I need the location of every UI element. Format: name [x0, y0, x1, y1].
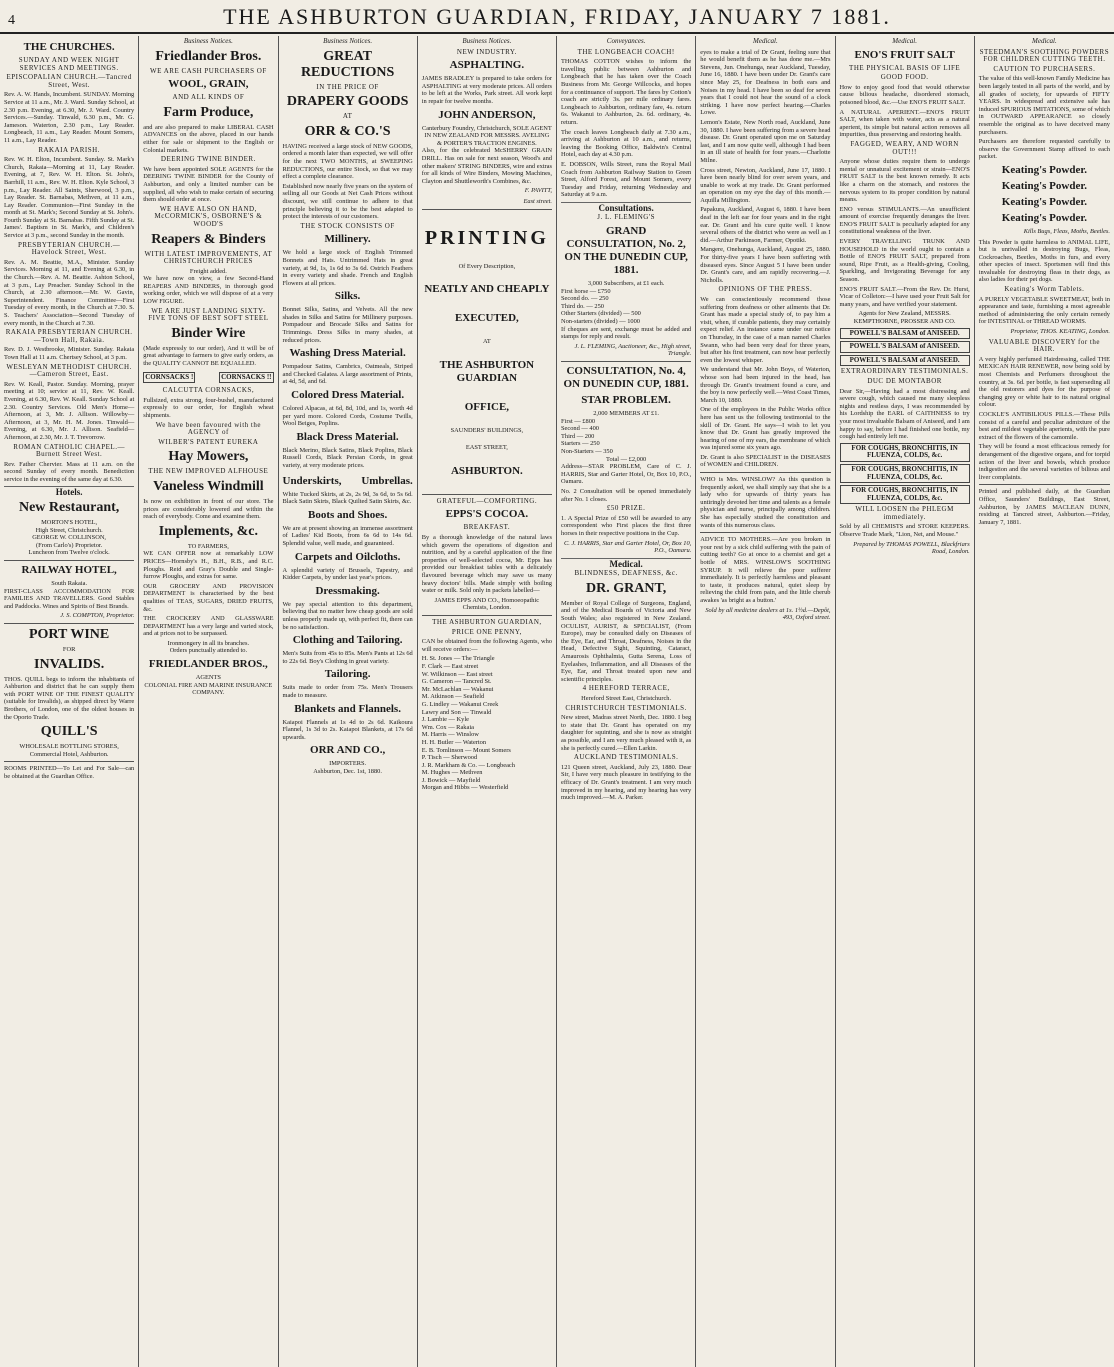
colored-text: Colored Alpacas, at 6d, 8d, 10d, and 1s, worth 4d per yard more. Colored Cords, Costume Twills, Wool Beiges, Poplins. — [282, 405, 413, 428]
star-address: Address—STAR PROBLEM, Care of C. J. HARRIS, Star and Garter Hotel, Or, Box 10, P.O., Oamaru. — [561, 463, 692, 486]
enos-sub: THE PHYSICAL BASIS OF LIFE — [849, 63, 961, 72]
testimonial: We understand that Mr. John Boys, of Waterton, whose son had been injured in the head, has through Dr. Grant's treatment found a cure, and the boy is now perfectly well.—West Coast Times, March 10, 1880. — [700, 366, 831, 404]
star-sig: C. J. HARRIS, Star and Garter Hotel, Or, Box 10, P.O., Oamaru. — [563, 539, 692, 555]
railway-text: FIRST-CLASS ACCOMMODATION FOR FAMILIES AND TRAVELLERS. Good Stables and Paddocks. Wines and Spirits of Best Brands. — [4, 587, 135, 610]
column-printing — [418, 36, 557, 1367]
column-conveyances — [557, 36, 696, 1367]
list-item: Starters — 250 — [561, 440, 600, 448]
hereford: 4 HEREFORD TERRACE, — [582, 684, 670, 693]
printing: PRINTING — [424, 226, 549, 249]
dressmaking: Dressmaking. — [315, 584, 380, 597]
list-item: F. Clark — East street — [421, 662, 479, 670]
auckland-text: 121 Queen street, Auckland, July 23, 1880. Dear Sir, I have very much pleasure in testifying to the efficacy of Dr. Grant's treatment. I am very much improved in my hearing, and my hearing has very much improved.—M. A. Parker. — [561, 763, 692, 802]
epps-text: By a thorough knowledge of the natural laws which govern the operations of digestion and nutrition, and by a careful application of the fine properties of well-selected cocoa, Mr. Epps has provided our breakfast tables with a delicately flavoured beverage which may save us many heavy doctors' bills. Made simply with boiling water or milk. Sold only in packets labelled— — [421, 534, 552, 595]
list-item: M. Harris — Winslow — [421, 731, 479, 739]
underskirts-text: White Tucked Skirts, at 2s, 2s 9d, 3s 6d, to 5s 6d. Black Satin Skirts, Black Quilted Satin Skirts, &c. — [282, 490, 413, 506]
list-item: W. Wilkinson — East street — [421, 670, 493, 678]
montabor: DUC DE MONTABOR — [867, 376, 942, 385]
column-head: Medical. — [753, 37, 778, 45]
vaneless-windmill: Vaneless Windmill — [153, 478, 264, 494]
list-item: First horse — £750 — [561, 287, 611, 295]
stimulants: ENO versus STIMULANTS.—An unsufficient amount of exercise frequently deranges the liver. ENO'S FRUIT SALT is peculiarly adapted for any constitutional weakness of the liver. — [839, 205, 970, 236]
list-item: J. Lambie — Kyle — [421, 716, 469, 724]
valuable-text: A very highly perfumed Hairdressing, called THE MEXICAN HAIR RENEWER, now being sold by most Chemists and Perfumers throughout the country, at 3s. 6d. per bottle, is fast superseding all the old restorers and dyes for the purpose of changing grey or white hair to its natural original colour. — [978, 355, 1110, 409]
at: AT — [482, 338, 491, 346]
steedman: STEEDMAN'S SOOTHING POWDERS FOR CHILDREN CUTTING TEETH. — [979, 47, 1110, 64]
rakaia-pres-head: RAKAIA PRESBYTERIAN CHURCH.—Town Hall, Rakaia. — [5, 328, 133, 344]
cornsacks-right: CORNSACKS !! — [219, 372, 273, 384]
millinery-text: We hold a large stock of English Trimmed Bonnets and Hats. Untrimmed Hats in great variety, at 9d, 1s, 1s 6d to 3s 6d. Ostrich Feathers in every variety and shade. French and English Flowers at all prices. — [282, 249, 413, 287]
list-item: Third — 200 — [561, 432, 595, 440]
rooms-printed: ROOMS PRINTED—To Let and For Sale—can be obtained at the Guardian Office. — [4, 765, 135, 780]
list-item: Third do. — 250 — [561, 302, 604, 310]
page-number: 4 — [8, 13, 17, 28]
cornsacks-row — [143, 370, 273, 386]
improved: THE NEW IMPROVED ALFHOUSE — [148, 467, 269, 476]
churches-intro: SUNDAY AND WEEK NIGHT SERVICES AND MEETINGS. — [18, 56, 120, 72]
tailoring: Tailoring. — [324, 668, 371, 681]
pavitt-sub: East street. — [523, 197, 552, 205]
column-head: Business Notices. — [323, 37, 373, 45]
worm-text: A PURELY VEGETABLE SWEETMEAT, both in appearance and taste, furnishing a most agreeable method of administering the only certain remedy for INTESTINAL or THREAD WORMS. — [978, 295, 1110, 326]
list-item: Non-starters (divided) — 1000 — [561, 318, 640, 326]
rakaia-pres-text: Rev. D. J. Westbrooke, Minister. Sunday. Rakaia Town Hall at 11 a.m. Chertsey School, at 3 p.m. — [4, 346, 135, 361]
divider — [979, 484, 1110, 485]
grant-text: Member of Royal College of Surgeons, England, and of the Medical Boards of Victoria and New South Wales; also registered in New Zealand. OCULIST, AURIST, & SPECIALIST, (From Europe), may be consulted daily on Diseases of the Eye, Ear, and Throat, Deafness, Noises in the Head, Defective Sight, Squinting, Cataract, Amaurosis Ophthalmia, Gutta Serena, Loss of Eyelashes, Inflammation, and all Diseases of the Eye, Ear, and Throat treated upon new and scientific principles. — [561, 599, 692, 683]
farm-text: and are also prepared to make LIBERAL CASH ADVANCES on the above, placed in our hands either for sale or shipment to the English or Colonial markets. — [143, 123, 274, 154]
keatings-powder: Keating's Powder. — [1001, 211, 1087, 224]
testimonial: One of the employees in the Public Works office here has sent us the following testimonial to the skill of Dr. Grant. He says—I wish to let you know that Dr. Grant has greatly improved the hearing of one of my ears, the membrane of which was injured some six years ago. — [700, 406, 831, 452]
silks-text: Bonnet Silks, Satins, and Velvets. All the new shades in Silks and Satins for Millinery purposes. Pompadour and Brocade Silks and Satins for Trimmings. Dress Silks in many shades, at reduced prices. — [282, 306, 413, 344]
list-item: First — £800 — [561, 417, 596, 425]
blindness: BLINDNESS, DEAFNESS, &c. — [574, 569, 678, 578]
caution-text: The value of this well-known Family Medicine has been largely tested in all parts of the world, and by all grades of society, for upwards of FIFTY YEARS. In widespread and extensive sale has induced SPURIOUS IMITATIONS, some of which in OUTWARD APPEARANCE so closely resemble the original as to have deceived many purchasers. — [978, 75, 1110, 136]
mail-coach: E. DOBSON, Wills Street, runs the Royal Mail Coach from Ashburton Railway Station to Green Street, Alford Forest, and Mount Somers, every Tuesday and Friday, returning Wednesday and Saturday at 9 a.m. — [561, 160, 692, 199]
agents-head: THE ASHBURTON GUARDIAN, — [432, 618, 542, 626]
guardian: THE ASHBURTON GUARDIAN — [439, 358, 535, 384]
imprint: Printed and published daily, at the Guardian Office, Saunders' Buildings, East Street, Ashburton, by JAMES MACLEAN DUNN, residing at Tancred street, Ashburton.—Friday, January 7, 1881. — [978, 488, 1110, 526]
vaneless-text: Is now on exhibition in front of our store. The prices are considerably lowered and within the reach of everybody. Come and examine them. — [143, 497, 274, 521]
ashburton: ASHBURTON. — [450, 464, 523, 477]
list-item: G. Lindley — Wakanui Creek — [421, 700, 499, 708]
black-text: Black Merino, Black Satins, Black Poplins, Black Russell Cords, Black Persian Cords, in great variety, at very moderate prices. — [282, 446, 413, 469]
importers: IMPORTERS. — [329, 760, 367, 768]
boots-shoes: Boots and Shoes. — [308, 508, 388, 521]
opinions-text: We can conscientiously recommend those suffering from deafness or other ailments that Dr. Grant has made a special study of, to pay him a visit, when, if curable patients, they may certainly expect relief. An instance came under our notice on Thursday, in the case of a man named Charles Swann, who had been very deaf for three years, but after his first treatment, can now hear perfectly even the lowest whisper. — [700, 296, 831, 364]
testimonial: Mangere, Onehunga, Auckland, August 25, 1880. For thirty-five years I have been suffering with diseased eyes. Since August 5 I have been under Dr. Grant's care, and am rapidly recovering.—J. Nicholls. — [700, 246, 831, 284]
fagged-text: Anyone whose duties require them to undergo mental or unnatural excitement or strain—ENO'S FRUIT SALT is the best known remedy. It acts like a charm on the stomach, and restores the nervous system to its proper condition by natural means. — [839, 158, 970, 204]
prize-50-text: 1. A Special Prize of £50 will be awarded to any correspondent who First places the first three horses in their respective positions in the Cup. — [561, 514, 692, 537]
favoured: We have been favoured with the AGENCY of — [155, 420, 261, 437]
all-kinds: AND ALL KINDS OF — [172, 93, 245, 102]
list-item: M. Atkinson — Seafield — [421, 693, 485, 701]
christchurch-text: New street, Madras street North, Dec. 1880. I beg to state that Dr. Grant has operated on my daughter for squinting, and she is now as straight as possible, and I am very much pleased with it, as she is perfectly cured.—Ellen Larkin. — [561, 714, 692, 752]
list-item: E. B. Tomlinson — Mount Somers — [421, 746, 511, 754]
reapers-text: We have now on view, a few Second-Hand REAPERS AND BINDERS, in thorough good working order, which we will dispose of at a very LOW FIGURE. — [143, 275, 274, 306]
winslow-sig: Sold by all medicine dealers at 1s. 1½d.—Depôt, 493, Oxford street. — [705, 606, 831, 622]
coughs: FOR COUGHS, BRONCHITIS, IN FLUENZA, COLDS, &c. — [840, 464, 970, 483]
crockery-text: THE CROCKERY AND GLASSWARE DEPARTMENT has a very large and varied stock, and at prices not to be surpassed. — [143, 615, 274, 638]
orr-signoff: ORR AND CO., — [310, 744, 386, 757]
hay-mowers: Hay Mowers, — [168, 449, 249, 465]
divider — [4, 560, 134, 561]
column-medical-3 — [975, 36, 1114, 1367]
binder-wire-text: (Made expressly to our order), And it will be of great advantage to farmers to give early orders, as the QUALITY CANNOT BE EQUALLED. — [143, 344, 274, 368]
keatings-powder: Keating's Powder. — [1001, 179, 1087, 192]
column-medical-2 — [836, 36, 975, 1367]
great-reductions: GREAT REDUCTIONS — [300, 48, 395, 80]
kills-bugs: Kills Bugs, Fleas, Moths, Beetles. — [1023, 227, 1110, 235]
grocery-text: OUR GROCERY AND PROVISION DEPARTMENT is characterised by the best qualities of TEAS, SUGARS, DRIED FRUITS, &c. — [143, 582, 274, 613]
enos-fruit-salt: ENO'S FRUIT SALT — [854, 48, 955, 61]
fleming: J. L. FLEMING'S — [597, 213, 655, 222]
stock-consists: THE STOCK CONSISTS OF — [300, 221, 395, 230]
freight: Freight added. — [189, 267, 227, 275]
blankets-text: Kaiapoi Flannels at 1s 4d to 2s 6d. Kaikoura Flannel, 1s 3d to 2s. Kaiapoi Blankets, at 17s 6d upwards. — [282, 718, 413, 741]
list-item: Wm. Cox — Rakaia — [421, 723, 474, 731]
list-item: Morgan and Hibbs — Westerfield — [421, 784, 509, 792]
cockles-pills: COCKLE'S ANTIBILIOUS PILLS.—These Pills consist of a careful and peculiar admixture of the best and mildest vegetable aperients, with the pure extract of the flowers of the camomile. — [978, 410, 1110, 441]
deering-head: DEERING TWINE BINDER. — [160, 155, 256, 164]
presbyterian-head: PRESBYTERIAN CHURCH.—Havelock Street, West. — [17, 240, 121, 257]
star-sub: 2,000 MEMBERS AT £1. — [593, 410, 659, 417]
list-item: Mr. McLachlan — Wakanui — [421, 685, 494, 693]
morton-hotel: MORTON'S HOTEL, — [41, 519, 98, 527]
agents-sub: PRICE ONE PENNY, — [451, 627, 522, 636]
montabor-text: Dear Sir,—Having had a most distressing and severe cough, which caused me many sleepless nights and restless days, I was recommended by his Lordship the EARL of CAITHNESS to try your most invaluable Balsam of Aniseed, and I am happy to say, before I had finished one bottle, my cough had entirely left me. — [839, 387, 970, 441]
column-friedlander — [139, 36, 278, 1367]
winslow-text: WHO is Mrs. WINSLOW? As this question is frequently asked, we shall simply say that she is a lady who for upwards of thirty years has untiringly devoted her time and talents as a female physician and nurse, principally among children. She has especially studied the constitution and wants of this numerous class. — [700, 476, 831, 529]
quills-sub: WHOLESALE BOTTLING STORES, Commercial Hotel, Ashburton. — [19, 743, 119, 758]
divider — [4, 761, 134, 762]
rakaia-head: RAKAIA PARISH. — [38, 145, 100, 154]
wesleyan-text: Rev. W. Keall, Pastor. Sunday. Morning, prayer meeting at 10; service at 11, Rev. W. Keall. Evening, at 6.30, Rev. W. Keall. Sunday School at 2.30. Country Services. Old Men's Home—Afternoon, at 3, Mr. J. Allison. Willowby—Afternoon, at 3, Mr. H. M. Jones. Tinwald—Evening, at 6.30, Mr. J. Allison. Seafield—Afternoon, at 2.30, Mr. J. T. Trevorrow. — [4, 380, 135, 441]
orr-date: Ashburton, Dec. 1st, 1880. — [313, 767, 382, 775]
grand-consultation: GRAND CONSULTATION, No. 2, ON THE DUNEDIN CUP, 1881. — [564, 225, 688, 277]
testimonial: Cross street, Newton, Auckland, June 17, 1880. I have been nearly blind for over seven years, and unable to work at my trade. Dr. Grant performed an operation on my eye the day of this month.—Aquilla Millington. — [700, 166, 831, 204]
natural-aperient: A NATURAL APERIENT.—ENO'S FRUIT SALT, when taken with water, acts as a natural aperient, its simple but natural action removes all impurities, thus preserving and restoring health. — [839, 108, 970, 139]
divider — [561, 361, 691, 362]
specialist-note: Dr. Grant is also SPECIALIST in the DISEASES of WOMEN and CHILDREN. — [700, 453, 831, 469]
column-head: Conveyances. — [606, 37, 646, 45]
powell-balsam: POWELL'S BALSAM of ANISEED. — [840, 341, 970, 353]
wilbers: WILBER'S PATENT EUREKA — [158, 437, 259, 446]
collinson-sub: (From Carlo's) Proprietor. — [35, 541, 103, 549]
catholic-head: ROMAN CATHOLIC CHAPEL.—Burnett Street West. — [13, 442, 125, 459]
keatings-powder: Keating's Powder. — [1001, 163, 1087, 176]
hotels-head: Hotels. — [4, 486, 134, 497]
railway-sub: South Rakaia. — [51, 580, 88, 588]
deering-text: We have been appointed SOLE AGENTS for the DEERING TWINE BINDER for the County of Ashburton, and only a limited number can be supplied, all who wish to make certain of securing them should order at once. — [143, 165, 274, 204]
loosen-phlegm: WILL LOOSEN the PHLEGM immediately. — [855, 505, 954, 521]
washing-text: Pompadour Satins, Cambrics, Oatmeals, Striped and Checked Galatea. A large assortment of Prints, at 4d, 5d, and 6d. — [282, 363, 413, 386]
umbrellas: Umbrellas. — [361, 474, 413, 487]
new-industry: NEW INDUSTRY. — [456, 47, 517, 56]
reapers-sub: WITH LATEST IMPROVEMENTS, AT CHRISTCHURCH PRICES — [144, 249, 273, 266]
powell-sig: Prepared by THOMAS POWELL, Blackfriars Road, London. — [853, 540, 970, 556]
valuable-discovery: VALUABLE DISCOVERY for the HAIR. — [988, 337, 1100, 354]
column-orr — [279, 36, 418, 1367]
orders: Orders punctually attended to. — [169, 647, 248, 655]
caution: CAUTION TO PURCHASERS. — [993, 64, 1096, 73]
keating-sig: Proprietor, THOS. KEATING, London. — [1010, 328, 1110, 336]
drapery-goods: DRAPERY GOODS — [286, 94, 409, 110]
divider — [422, 494, 552, 495]
medical-head: Medical. — [561, 558, 691, 569]
fagged: FAGGED, WEARY, AND WORN OUT!!! — [850, 139, 959, 156]
star-note: No. 2 Consultation will be opened immediately after No. 1 closes. — [561, 487, 692, 503]
keatings-powder: Keating's Powder. — [1001, 195, 1087, 208]
churches-title: THE CHURCHES. — [23, 41, 115, 53]
epps-cocoa: EPPS'S COCOA. — [445, 508, 529, 521]
carpets-text: A splendid variety of Brussels, Tapestry, and Kidder Carpets, by under last year's prices. — [282, 566, 413, 582]
binder-wire: Binder Wire — [171, 325, 246, 341]
agents-list — [422, 655, 552, 792]
mccormick: WE HAVE ALSO ON HAND, McCORMICK'S, OSBORNE'S & WOOD'S — [154, 204, 263, 228]
prize-list — [561, 288, 691, 326]
colored-dress: Colored Dress Material. — [291, 389, 405, 402]
agents-text: CAN be obtained from the following Agents, who will receive orders:— — [421, 638, 552, 653]
invalids: INVALIDS. — [34, 656, 105, 672]
saunders: SAUNDERS' BUILDINGS, — [450, 426, 524, 434]
underskirts-row — [283, 472, 413, 491]
carpets: Carpets and Oilcloths. — [294, 550, 401, 563]
opinions-head: OPINIONS OF THE PRESS. — [718, 285, 813, 294]
column-head: Business Notices. — [462, 37, 512, 45]
list-item: H. H. Butler — Waterton — [421, 738, 487, 746]
list-item: Second do. — 250 — [561, 295, 609, 303]
coughs: FOR COUGHS, BRONCHITIS, IN FLUENZA, COLDS, &c. — [840, 443, 970, 462]
breakfast: BREAKFAST. — [463, 523, 511, 532]
list-item: J. Bowick — Mayfield — [421, 776, 481, 784]
testimonial: Lemon's Estate, New North road, Auckland, June 30, 1880. I have been suffering from a severe head disease. Dr. Grant operated upon me on Saturday last, and I am now quite well, although I had been in an ill state of health for four years.—Charlotte Milne. — [700, 118, 831, 164]
washing-dress: Washing Dress Material. — [289, 347, 406, 360]
columns — [0, 36, 1114, 1367]
calcutta-text: Fullsized, extra strong, four-bushel, manufactured expressly to our order, for English wheat shipments. — [143, 396, 274, 419]
column-churches — [0, 36, 139, 1367]
keating-text: This Powder is quite harmless to ANIMAL LIFE, but is unrivalled in destroying Bugs, Fleas, Cockroaches, Beetles, Moths in furs, and every other species of insect. Sportsmen will find this invaluable for destroying fleas in their dogs, as also ladies for their pet dogs. — [978, 238, 1110, 284]
list-item: G. Cameron — Tancred St. — [421, 678, 492, 686]
prizes-note: If cheques are sent, exchange must be added and stamps for reply and result. — [561, 325, 692, 341]
balsam-sig: Sold by all CHEMISTS and STORE KEEPERS. Observe Trade Mark, "Lion, Net, and Mouse." — [839, 523, 970, 539]
testimonial: eyes to make a trial of Dr Grant, feeling sure that he would benefit them as he has done me.—Mrs Stevens, Jun. Onehunga, near Auckland, Tuesday, June 16, 1880. I have been under Dr. Grant's care since May 25, for Deafness in both ears and Noises in my head. I have been so deaf for seven years that I could not hear the sound of a clock striking. I have now perfect hearing.—Charles Lowe. — [700, 48, 831, 117]
black-dress: Black Dress Material. — [296, 430, 399, 443]
executed: EXECUTED, — [454, 312, 519, 325]
presbyterian-text: Rev. A. M. Beattie, M.A., Minister. Sunday Services. Morning at 11, and Evening at 6.30, in the Church.—Rev. A. M. Beattie. Ashton School, at 3 p.m., Lay Preacher. Sunday School in the Church, at 2.30 afternoon.—Mr. W. Gavin, Superintendent. Finance Committee—First Tuesday of every month, in the Church at 7.30. S. S. Teachers' Association—Second Tuesday of every month, in the Church at 7.30. — [4, 258, 135, 327]
quill-text: THOS. QUILL begs to inform the inhabitants of Ashburton and district that he can supply them with PORT WINE OF THE FINEST QUALITY (suitable for Invalids), as shipped direct by Warre Brothers, of London, one of the oldest houses in the Oporto Trade. — [4, 675, 135, 721]
auckland-head: AUCKLAND TESTIMONIALS. — [573, 753, 679, 762]
testimonial: Papakura, Auckland, August 6, 1880. I have been deaf in the left ear for four years and in the right ear. Dr. Grant and his cure quite well. I know several others of the district who were as well as I did.—Arthur Parkinson, Farmer, Opotiki. — [700, 206, 831, 244]
divider — [422, 615, 552, 616]
wesleyan-head: WESLEYAN METHODIST CHURCH.—Cameron Street, East. — [6, 362, 132, 379]
star-total: Total — £2,000 — [606, 455, 647, 463]
epps-sig: JAMES EPPS AND CO., Homoeopathic Chemists, London. — [434, 596, 540, 612]
wool-grain: WOOL, GRAIN, — [168, 78, 249, 91]
catholic-text: Rev. Father Chervier. Mass at 11 a.m. on the second Sunday of every month. Benediction service in the evening of the same day at 6.30. — [4, 460, 135, 483]
divider — [700, 472, 830, 473]
asphalting: ASPHALTING. — [449, 59, 525, 72]
orr-co: ORR & CO.'S — [304, 123, 391, 139]
episcopal-text: Rev. A. W. Hands, Incumbent. SUNDAY. Morning Service at 11 a.m., Mr. J. Ward. Sunday School, at 2.30 p.m. Evening, at 6.30, Mr. J. Ward. Country Services.—Sunday. Tinwald, 6.30 p.m., Mr. G. Jameson. Waterton, 2.30 p.m., Lay Reader. Longbeach, 11 a.m., Lay Reader. Mount Somers, 11 a.m., Lay Reader. — [4, 91, 135, 144]
cornsacks-left: CORNSACKS ! — [143, 372, 195, 384]
insurance: COLONIAL FIRE AND MARINE INSURANCE COMPANY. — [144, 681, 273, 697]
clothing: Clothing and Tailoring. — [292, 634, 403, 647]
episcopal-head: EPISCOPALIAN CHURCH.—Tancred Street, West. — [6, 73, 132, 89]
landing: WE ARE JUST LANDING SIXTY-FIVE TONS OF BEST SOFT STEEL — [148, 306, 269, 323]
to-farmers: TO FARMERS, — [187, 542, 229, 550]
new-restaurant: New Restaurant, — [18, 500, 120, 516]
orr-intro: HAVING received a large stock of NEW GOODS, ordered a month later than expected, we will offer for the next TWO MONTHS, at SWEEPING REDUCTIONS, our entire Stock, so that we may effect a complete clearance. — [282, 142, 413, 181]
compton: J. S. COMPTON, Proprietor. — [60, 612, 135, 620]
every-description: Of Every Description, — [458, 262, 516, 270]
cockles-text: They will be found a most efficacious remedy for derangement of the digestive organs, and for torpid action of the liver and bowels, which produce indigestion and the several varieties of bilious and liver complaints. — [978, 443, 1110, 481]
east-street: EAST STREET, — [465, 444, 508, 452]
implements-text: WE CAN OFFER now at remarkably LOW PRICES—Hornsby's H., B.H., R.B., and R.C. Ploughs. Reid and Gray's Double and Single-furrow Ploughs, and extras for same. — [143, 550, 274, 581]
travelling: EVERY TRAVELLING TRUNK AND HOUSEHOLD in the world ought to contain a Bottle of ENO'S FRUIT SALT, prepared from sound, Ripe Fruit, as a Health-giving, Cooling, Sparkling, and Invigorating Beverage for any Season. — [839, 238, 970, 284]
fruit-salt-testimony: ENO'S FRUIT SALT.—From the Rev. Dr. Hurst, Vicar of Colleton:—I have used your Fruit Salt for many years, and have verified your statement. — [839, 285, 970, 308]
boots-text: We are at present showing an immense assortment of Ladies' Kid Boots, from 6s 6d to 14s 6d. Splendid value, well made, and guaranteed. — [282, 524, 413, 547]
enos-agents: Agents for New Zealand, MESSRS. KEMPTHORNE, PROSSER AND CO. — [853, 310, 956, 325]
caution-text-2: Purchasers are therefore requested carefully to observe the Government Stamp affixed to each packet. — [978, 138, 1110, 161]
fleming-address: J. L. FLEMING, Auctioneer, &c., High street, Triangle. — [574, 342, 692, 358]
anderson: JOHN ANDERSON, — [438, 108, 536, 121]
divider — [700, 532, 830, 533]
worm-tablets: Keating's Worm Tablets. — [1004, 285, 1085, 294]
epps-head: GRATEFUL—COMFORTING. — [436, 496, 538, 505]
divider — [422, 209, 552, 210]
reapers-binders: Reapers & Binders — [151, 231, 266, 247]
divider — [4, 623, 134, 624]
advice-to-mothers: ADVICE TO MOTHERS.—Are you broken in your rest by a sick child suffering with the pain of cutting teeth? Go at once to a chemist and get a bottle of MRS. WINSLOW'S SOOTHING SYRUP. It will relieve the poor sufferer immediately. It is perfectly harmless and pleasant to taste, it produces natural, quiet sleep by relieving the child from pain, and the little cherub awakes 'as bright as a button.' — [700, 536, 831, 604]
powell-balsam: POWELL'S BALSAM of ANISEED. — [840, 328, 970, 340]
railway-hotel: RAILWAY HOTEL, — [21, 564, 117, 577]
rakaia-text: Rev. W. H. Elton, Incumbent. Sunday. St. Mark's Church, Rakaia—Morning at 11, Lay Reader. Evening, at 7, Rev. W. H. Elton. St. John's, Barrhill, 11 a.m., Rev. W. H. Elton. Kyle School, 3 p.m., Lay Reader. All Saints, Sherwood, 3 p.m., Lay Reader. St. Barnabas, Methven, at 11 a.m., Lay Reader. Communion—First Sunday in the month at St. Mark's; Second Sunday at St. John's. Fourth Sunday at St. Barnabas. Fifth Sunday at St. James'. Baptism in St. Mark's, and Children's Service at 3 p.m., second Sunday in the month. — [4, 156, 135, 240]
calcutta: CALCUTTA CORNSACKS, — [162, 386, 255, 395]
column-head: Business Notices. — [183, 37, 233, 45]
orr-intro-2: Established now nearly five years on the system of selling all our Goods at Net Cash Prices without discount, we still continue to adhere to that principle believing it to be the best adapted to protect the interests of our customers. — [282, 182, 413, 221]
good-food: GOOD FOOD. — [880, 73, 929, 82]
pavitt: F. PAVITT, — [524, 187, 552, 195]
list-item: H. St. Jones — The Triangle — [421, 655, 495, 663]
consultation-4: CONSULTATION, No. 4, ON DUNEDIN CUP, 1881. — [563, 365, 689, 390]
at: AT — [342, 112, 353, 121]
friedlander-title: Friedlander Bros. — [155, 48, 262, 64]
morton-sub: High Street, Christchurch. — [35, 526, 103, 534]
dr-grant: DR. GRANT, — [586, 580, 667, 596]
port-for: FOR — [62, 646, 76, 653]
implements: Implements, &c. — [158, 523, 258, 539]
newspaper-title: THE ASHBURTON GUARDIAN, FRIDAY, JANUARY 7 1881. — [223, 4, 891, 29]
farm-produce: Farm Produce, — [163, 104, 254, 120]
luncheon: Luncheon from Twelve o'clock. — [28, 549, 110, 557]
list-item: J. R. Markham & Co. — Longbeach — [421, 761, 515, 769]
agents: AGENTS — [195, 674, 221, 682]
tailoring-text: Suits made to order from 75s. Men's Trousers made to measure. — [282, 684, 413, 699]
cash-purchasers: WE ARE CASH PURCHASERS OF — [150, 66, 267, 75]
neatly-cheaply: NEATLY AND CHEAPLY — [424, 283, 550, 296]
asphalting-text: JAMES BRADLEY is prepared to take orders for ASPHALTING at very moderate prices. All orders to be left at the Works, Park street. All work kept in repair for twelve months. — [421, 75, 552, 105]
christchurch-head: CHRISTCHURCH TESTIMONIALS. — [565, 703, 687, 712]
coach-text-2: The coach leaves Longbeach daily at 7.30 a.m., arriving at Ashburton at 10 a.m., and returns, leaving the Booking Office, Baldwin's Central Hotel, each day at 4.30 p.m. — [561, 128, 692, 159]
price-of: IN THE PRICE OF — [316, 82, 379, 91]
star-problem: STAR PROBLEM. — [581, 394, 671, 406]
coach-head: THE LONGBEACH COACH! — [577, 47, 675, 56]
port-wine: PORT WINE — [28, 627, 110, 642]
list-item: Lawry and Son — Tinwald — [421, 708, 492, 716]
masthead — [0, 0, 1114, 34]
ironmongery: Ironmongery in all its branches. — [167, 639, 250, 647]
list-item: Other Starters (divided) — 500 — [561, 310, 641, 318]
blankets: Blankets and Flannels. — [294, 702, 401, 715]
column-head: Medical. — [892, 37, 917, 45]
quills: QUILL'S — [40, 724, 98, 740]
office: OFFICE, — [464, 400, 510, 413]
consultations-head: Consultations. — [561, 202, 691, 213]
list-item: M. Hughes — Methven — [421, 769, 483, 777]
column-medical-1 — [696, 36, 835, 1367]
millinery: Millinery. — [324, 233, 371, 246]
underskirts: Underskirts, — [282, 474, 342, 487]
silks: Silks. — [334, 290, 361, 303]
column-head: Medical. — [1032, 37, 1057, 45]
anderson-sub: Canterbury Foundry, Christchurch, SOLE AGENT IN NEW ZEALAND FOR MESSRS. AVELING & PORTER'S TRACTION ENGINES. — [421, 124, 552, 147]
collinson: GEORGE W. COLLINSON, — [32, 534, 107, 542]
clothing-text: Men's Suits from 45s to 85s. Men's Pants at 12s 6d to 22s 6d. Boy's Clothing in great variety. — [282, 650, 413, 665]
friedlander-signoff: FRIEDLANDER BROS., — [148, 658, 268, 671]
subscribers: 3,000 Subscribers, at £1 each. — [587, 280, 665, 288]
star-prize-list — [561, 418, 691, 456]
hereford-sub: Hereford Street East, Christchurch. — [581, 695, 672, 702]
powell-balsam: POWELL'S BALSAM of ANISEED. — [840, 355, 970, 367]
dressmaking-text: We pay special attention to this department, believing that no matter how cheap goods are sold unless properly made up, with perfect fit, there can be no satisfaction. — [282, 600, 413, 631]
list-item: Non-Starters — 350 — [561, 447, 613, 455]
enos-text: How to enjoy good food that would otherwise cause bilious headache, disordered stomach, poisoned blood, &c.—Use ENO'S FRUIT SALT. — [839, 83, 970, 106]
extraordinary: EXTRAORDINARY TESTIMONIALS. — [840, 367, 969, 376]
list-item: P. Tisch — Sherwood — [421, 754, 478, 762]
coach-text: THOMAS COTTON wishes to inform the travelling public between Ashburton and Longbeach that he has taken over the Coach Business from Mr. George Willcocks, and hopes for a continuance of support. The fares by Cotton's coach are strictly 3s. per mile ordinary fares. Longbeach to Ashburton, ordinary fare, 4s. return 6s. Wakanui to Ashburton, 2s. 6d. ordinary, 4s. return. — [561, 58, 692, 126]
prize-50: £50 PRIZE. — [606, 504, 646, 513]
list-item: Second — 400 — [561, 425, 599, 433]
anderson-text: Also, for the celebrated McSHERRY GRAIN DRILL. Has on sale for next season, Wood's and other makers' STRING BINDERS, wire and extras for all kinds of Wire Binders, Mowing Machines, Clayton and Shuttleworth's Combines, &c. — [421, 147, 552, 185]
coughs: FOR COUGHS, BRONCHITIS, IN FLUENZA, COLDS, &c. — [840, 485, 970, 504]
